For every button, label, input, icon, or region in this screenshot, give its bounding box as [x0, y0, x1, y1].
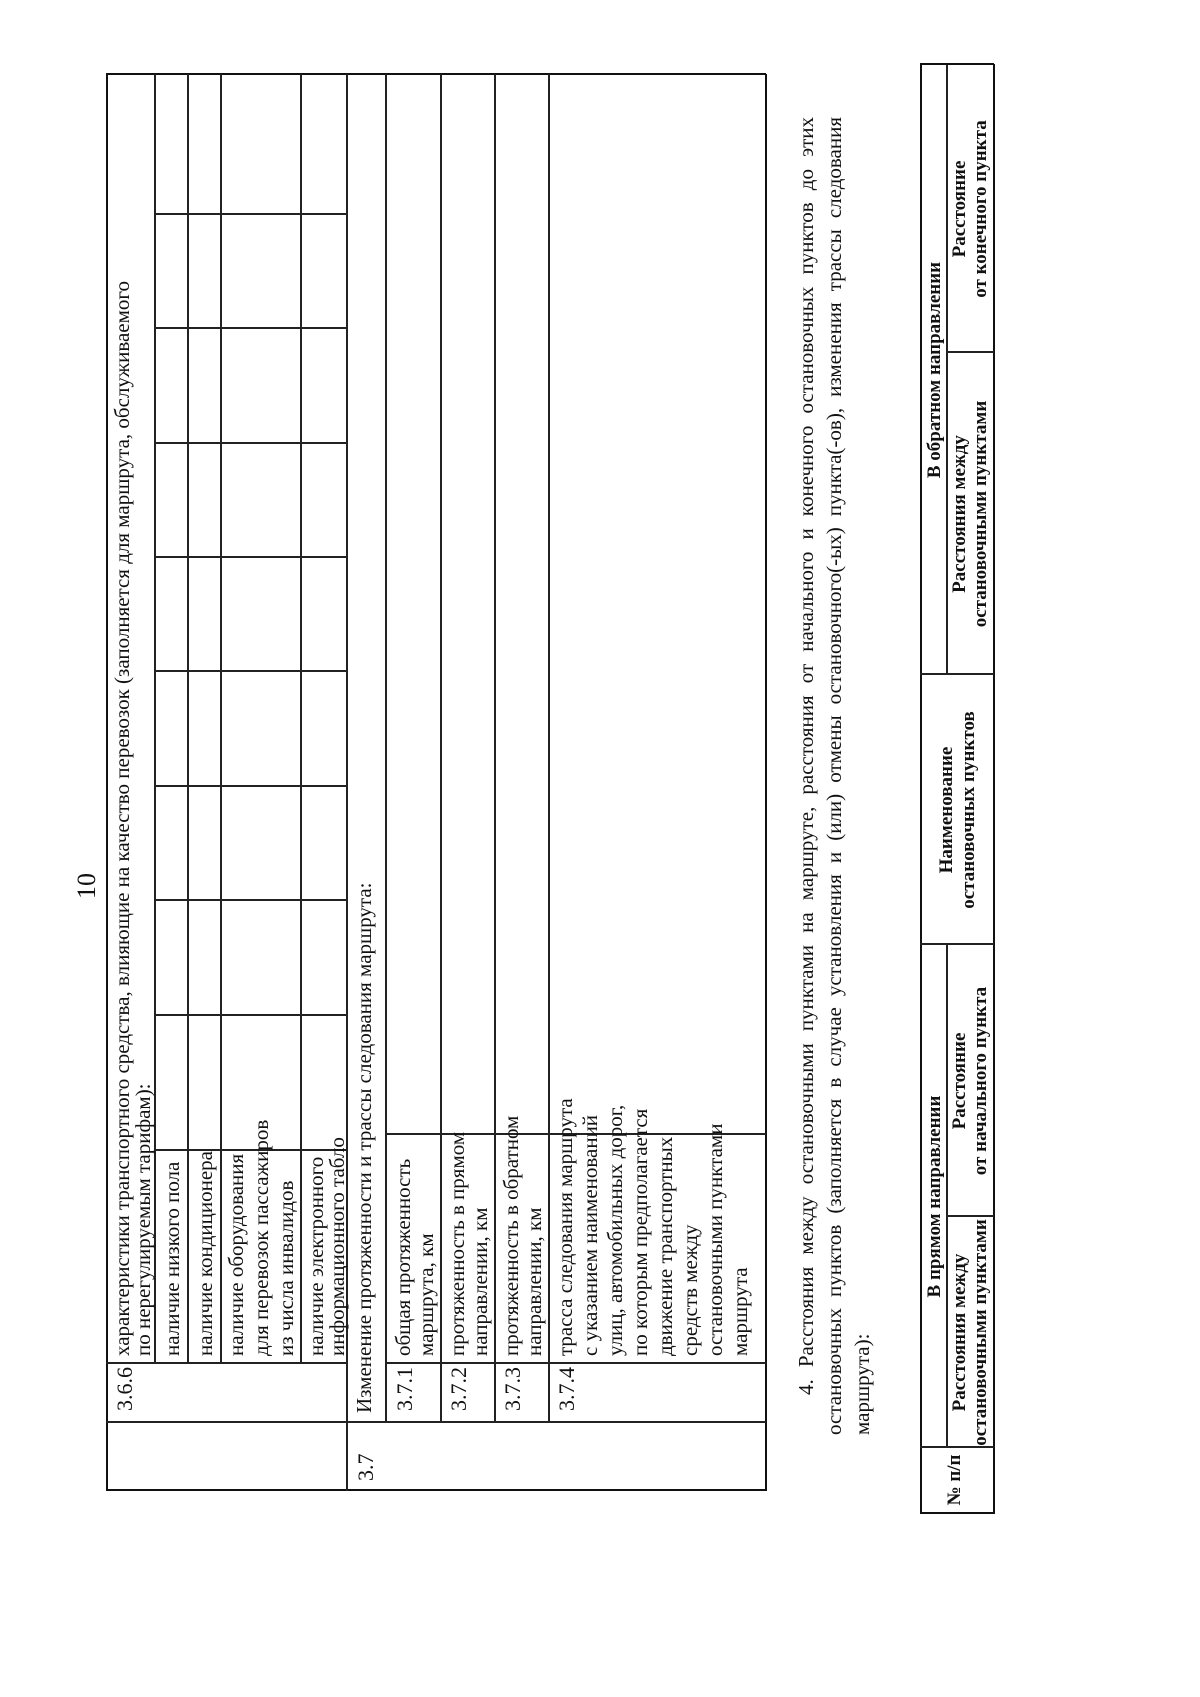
row-number-37: 3.7	[353, 1453, 378, 1481]
header-stop-names-line-2: остановочных пунктов	[958, 711, 979, 909]
header-backward-col1-line-2: остановочными пунктами	[970, 400, 991, 628]
section-4-paragraph: 4. Расстояния между остановочными пунктами на маршруте, расстояния от начального и конечного остановочных пунктов до этих остановочных пунктов (заполняется в случае установления и (или) отмены остановочного(-ых) пункта(-ов), изменения трассы следования маршрута):	[794, 117, 874, 1435]
value-col-3	[154, 786, 346, 788]
item-372-line-1: протяженность в прямом	[445, 1131, 469, 1356]
row-366-title-line-2: по нерегулируемым тарифам):	[131, 1083, 155, 1356]
table2-border-left	[920, 1513, 994, 1515]
row-366-title-line-1: характеристики транспортного средства, влияющие на качество перевозок (заполняется для маршрута, обслуживаемого	[110, 280, 134, 1356]
row-number-371: 3.7.1	[392, 1367, 417, 1411]
item-374-line-4: по которым предполагается	[628, 1108, 652, 1356]
row-line-conditioner	[220, 74, 222, 1364]
header-backward-col2-line-1: Расстояние	[949, 160, 970, 258]
item-disabled-line-3: из числа инвалидов	[274, 1180, 298, 1356]
header-forward-col1-line-2: остановочными пунктами	[970, 1219, 991, 1446]
item-374-line-6: средств между	[678, 1224, 702, 1356]
header-forward-title: В прямом направлении	[924, 1095, 945, 1298]
item-374-line-3: улиц, автомобильных дорог,	[603, 1104, 627, 1356]
value-col-6	[154, 443, 346, 445]
row-line-low-floor	[187, 74, 189, 1364]
row-number-372: 3.7.2	[446, 1367, 471, 1411]
table2-border-bottom	[993, 64, 995, 1514]
page-number: 10	[72, 873, 101, 899]
row-line-372	[494, 74, 496, 1423]
row-line-373	[548, 74, 550, 1423]
item-374-line-1: трасса следования маршрута	[553, 1098, 577, 1356]
header-forward-col2-line-2: от начального пункта	[970, 986, 991, 1176]
table1-border-bottom	[765, 74, 767, 1491]
table1-border-right	[106, 74, 766, 76]
header-stop-names-line-1: Наименование	[936, 746, 957, 874]
header-forward-col2-line-1: Расстояние	[949, 1032, 970, 1130]
item-374-line-2: с указанием наименований	[578, 1114, 602, 1356]
value-col-1	[154, 1015, 346, 1017]
item-tablo-line-1: наличие электронного	[304, 1156, 328, 1356]
row-line-37-title	[385, 74, 387, 1423]
value-col-2	[154, 900, 346, 902]
header-number: № п/п	[944, 1454, 965, 1506]
row-line-371	[440, 74, 442, 1423]
header-backward-col1-line-1: Расстояния между	[949, 435, 970, 593]
table1-border-top	[106, 74, 108, 1491]
table1-border-left	[106, 1490, 766, 1492]
item-374-line-7: остановочными пунктами	[703, 1123, 727, 1356]
row-37-title: Изменение протяженности и трассы следования маршрута:	[352, 882, 376, 1413]
row-number-366: 3.6.6	[112, 1367, 137, 1411]
item-low-floor: наличие низкого пола	[160, 1161, 184, 1356]
item-371-line-2: маршрута, км	[414, 1233, 438, 1356]
value-col-7	[154, 328, 346, 330]
header-forward-col1-line-1: Расстояния между	[949, 1253, 970, 1412]
item-disabled-line-2: для перевозок пассажиров	[249, 1119, 273, 1356]
item-371-line-1: общая протяженность	[391, 1158, 415, 1356]
value-col-8	[154, 214, 346, 216]
value-col-4	[154, 671, 346, 673]
item-tablo-line-2: информационного табло	[325, 1137, 349, 1356]
item-374-line-5: движение транспортных	[653, 1136, 677, 1356]
header-backward-title: В обратном направлении	[924, 261, 945, 479]
item-372-line-2: направлении, км	[468, 1207, 492, 1356]
row-number-373: 3.7.3	[500, 1367, 525, 1411]
item-disabled-line-1: наличие оборудования	[224, 1153, 248, 1356]
header-backward-col2-line-2: от конечного пункта	[970, 120, 991, 298]
row-line-disabled	[300, 74, 302, 1364]
value-col-5	[154, 557, 346, 559]
item-373-line-2: направлении, км	[522, 1207, 546, 1356]
item-374-line-8: маршрута	[728, 1267, 752, 1356]
item-373-line-1: протяженность в обратном	[499, 1115, 523, 1356]
table2-border-top	[920, 64, 922, 1514]
row-number-374: 3.7.4	[554, 1367, 579, 1411]
col-line-number	[106, 1422, 766, 1424]
col-line-subnumber-366	[106, 1363, 346, 1365]
item-conditioner: наличие кондиционера	[193, 1151, 217, 1356]
col-line-subnumber-37	[385, 1363, 766, 1365]
